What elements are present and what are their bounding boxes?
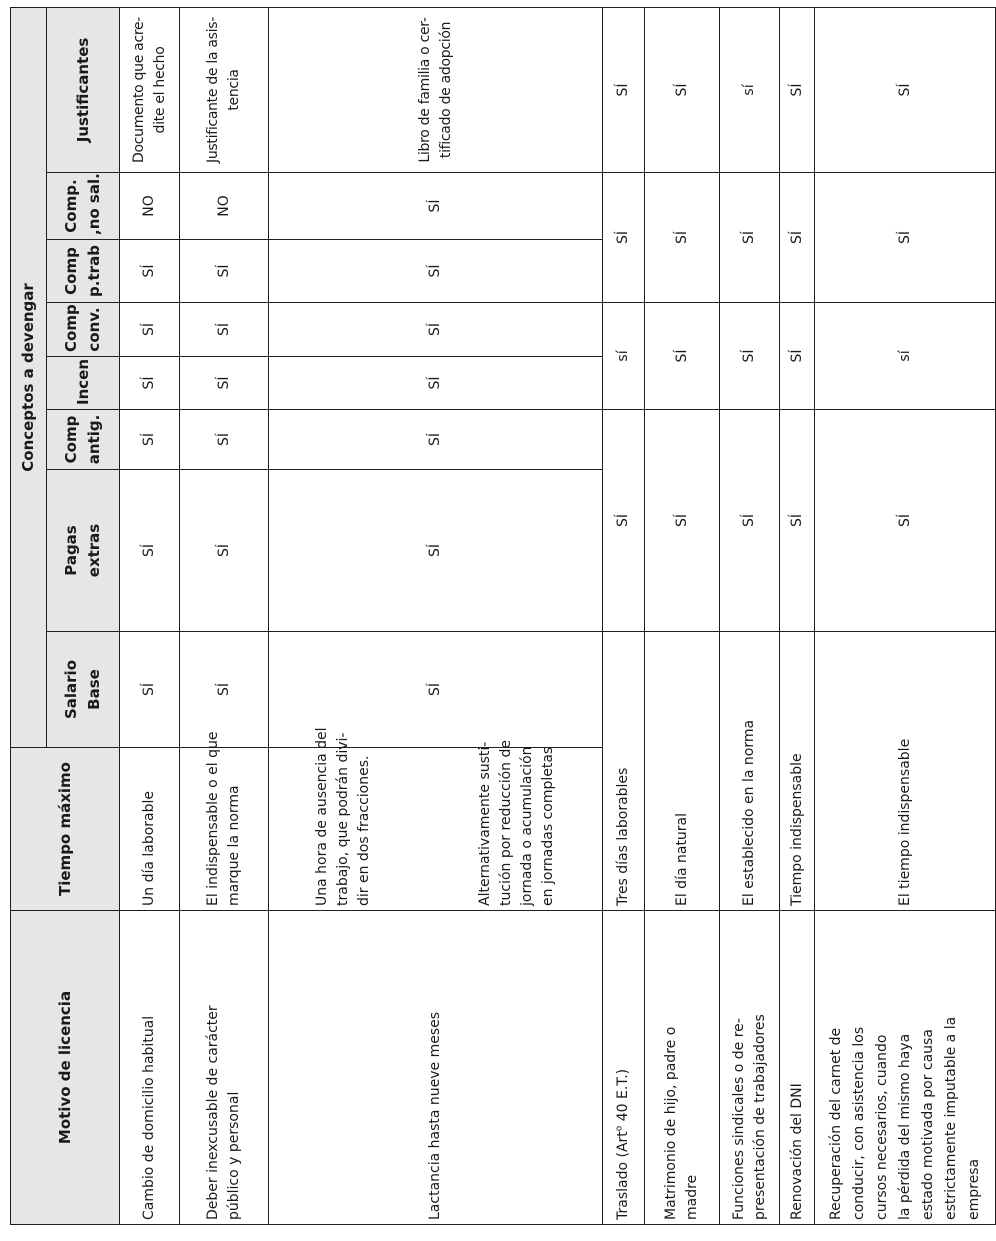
incen-conv-cell: SÍ	[645, 303, 720, 410]
tiempo-paragraph: Una hora de ausencia del trabajo, que podrán divi- dir en dos fracciones.	[314, 727, 372, 906]
motivo-cell	[603, 911, 645, 1225]
header-salario: Salario Base	[47, 632, 120, 748]
table-row	[603, 7, 645, 1224]
justificantes-cell: Justificante de la asis- tencia	[180, 7, 269, 172]
ptrab-cell: SÍ	[180, 240, 269, 303]
justificantes-cell: Documento que acre- dite el hecho	[120, 7, 180, 172]
ptrab-cell: SÍ	[269, 240, 603, 303]
header-nosal: Comp. ,no sal.	[47, 173, 120, 240]
table-row	[815, 7, 996, 1224]
justificantes-cell: Libro de familia o cer- tificado de adopción	[269, 7, 603, 172]
tiempo-cell: El tiempo indispensable	[815, 632, 996, 911]
motivo-cell: Deber inexcusable de carácter público y personal	[180, 911, 269, 1225]
motivo-text: 40 E.T.)	[615, 1068, 631, 1126]
tiempo-cell: El día natural	[645, 632, 720, 911]
table-row	[269, 7, 603, 1224]
pagas-antig-cell: SÍ	[645, 410, 720, 632]
header-motivo: Motivo de licencia	[11, 911, 120, 1225]
motivo-cell: Lactancia hasta nueve meses	[269, 911, 603, 1225]
tiempo-cell: El establecido en la norma	[720, 632, 780, 911]
pagas-cell: SÍ	[180, 470, 269, 632]
incen-cell: SÍ	[180, 357, 269, 410]
header-antig: Comp antig.	[47, 410, 120, 470]
tiempo-cell: Tres días laborables	[603, 632, 645, 911]
ptrab-nosal-cell: SÍ	[720, 173, 780, 303]
pagas-antig-cell: SÍ	[780, 410, 815, 632]
conv-cell: SÍ	[120, 303, 180, 357]
pagas-cell: SÍ	[269, 470, 603, 632]
licencias-table	[10, 7, 996, 1225]
antig-cell: SÍ	[120, 410, 180, 470]
tiempo-paragraph: Alternativamente susti- tución por reducción de jornada o acumulación en jornadas completas	[477, 740, 556, 906]
header-ptrab: Comp p.trab	[47, 240, 120, 303]
pagas-antig-cell: SÍ	[603, 410, 645, 632]
tiempo-cell: Tiempo indispensable	[780, 632, 815, 911]
table-row	[645, 7, 720, 1224]
justificantes-cell: SÍ	[603, 7, 645, 172]
pagas-antig-cell: SÍ	[720, 410, 780, 632]
pagas-cell: SÍ	[120, 470, 180, 632]
header-justificantes: Justificantes	[47, 7, 120, 172]
incen-conv-cell: SÍ	[780, 303, 815, 410]
header-tiempo: Tiempo máximo	[11, 748, 120, 911]
table-row	[120, 7, 180, 1224]
incen-conv-cell: SÍ	[720, 303, 780, 410]
nosal-cell: NO	[180, 173, 269, 240]
justificantes-cell: sí	[720, 7, 780, 172]
table-row	[180, 7, 269, 1224]
ptrab-nosal-cell: SÍ	[815, 173, 996, 303]
nosal-cell: SÍ	[269, 173, 603, 240]
header-pagas: Pagas extras	[47, 470, 120, 632]
ptrab-nosal-cell: SÍ	[645, 173, 720, 303]
justificantes-cell: SÍ	[645, 7, 720, 172]
tiempo-cell: Un día laborable	[120, 748, 180, 911]
incen-cell: SÍ	[120, 357, 180, 410]
rotated-table-container	[10, 8, 982, 1225]
salario-cell: SÍ	[269, 632, 603, 748]
paragraph-gap	[417, 752, 433, 906]
nosal-cell: NO	[120, 173, 180, 240]
ptrab-nosal-cell: SÍ	[603, 173, 645, 303]
ordinal-superscript: o	[614, 1125, 625, 1132]
header-conv: Comp conv.	[47, 303, 120, 357]
tiempo-cell	[269, 727, 603, 911]
motivo-cell: Cambio de domicilio habitual	[120, 911, 180, 1225]
header-incen: Incen	[47, 357, 120, 410]
motivo-cell: Recuperación del carnet de conducir, con asistencia los cursos necesarios, cuando la pérdida del mismo haya estado motivada por causa estrictamente imputable a la empresa	[815, 911, 996, 1225]
motivo-cell: Matrimonio de hijo, padre o madre	[645, 911, 720, 1225]
motivo-text: Traslado (Art	[615, 1131, 631, 1220]
motivo-cell: Funciones sindicales o de re- presentación de trabajadores	[720, 911, 780, 1225]
header-row-group	[11, 7, 47, 1224]
tiempo-cell: El indispensable o el que marque la norma	[180, 748, 269, 911]
antig-cell: SÍ	[269, 410, 603, 470]
justificantes-cell: SÍ	[780, 7, 815, 172]
ptrab-nosal-cell: SÍ	[780, 173, 815, 303]
incen-conv-cell: sí	[603, 303, 645, 410]
table-row	[780, 7, 815, 1224]
table-row	[720, 7, 780, 1224]
conv-cell: SÍ	[269, 303, 603, 357]
salario-cell: SÍ	[180, 632, 269, 748]
antig-cell: SÍ	[180, 410, 269, 470]
pagas-antig-cell: SÍ	[815, 410, 996, 632]
conv-cell: SÍ	[180, 303, 269, 357]
salario-cell: SÍ	[120, 632, 180, 748]
incen-conv-cell: sí	[815, 303, 996, 410]
justificantes-cell: SÍ	[815, 7, 996, 172]
incen-cell: SÍ	[269, 357, 603, 410]
motivo-cell: Renovación del DNI	[780, 911, 815, 1225]
header-conceptos: Conceptos a devengar	[11, 7, 47, 747]
ptrab-cell: SÍ	[120, 240, 180, 303]
